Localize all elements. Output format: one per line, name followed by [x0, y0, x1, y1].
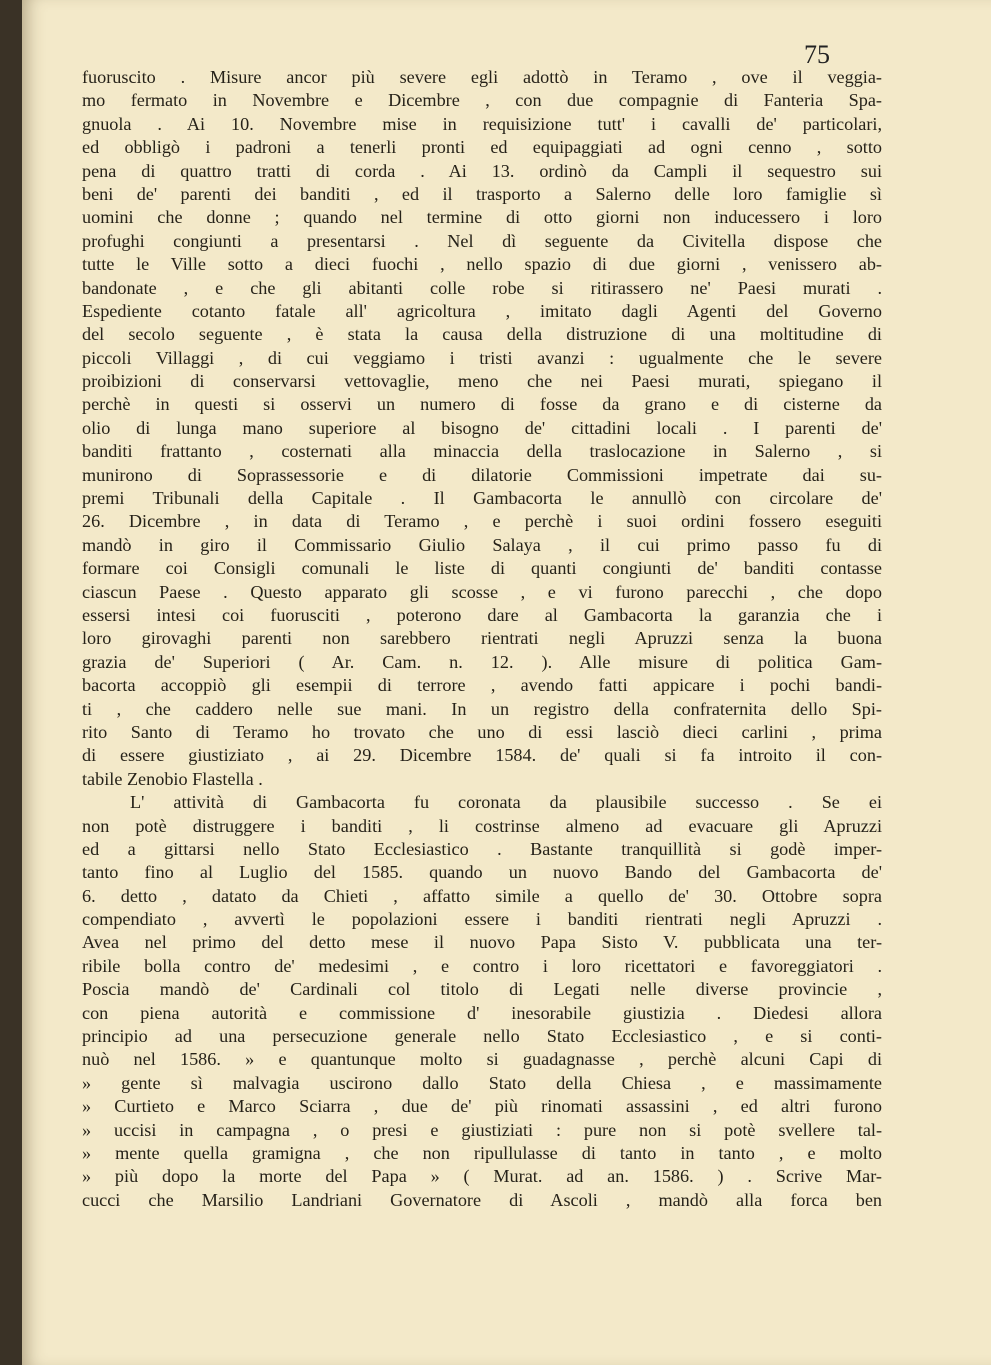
- text-line: di essere giustiziato , ai 29. Dicembre 1584. de' quali si fa introito il con-: [82, 745, 882, 766]
- text-line: mandò in giro il Commissario Giulio Salaya , il cui primo passo fu di: [82, 534, 882, 555]
- text-line: banditi frattanto , costernati alla minaccia della traslocazione in Salerno , si: [82, 441, 882, 462]
- text-line: ed a gittarsi nello Stato Ecclesiastico . Bastante tranquillità si godè imper-: [82, 838, 882, 859]
- text-line: premi Tribunali della Capitale . Il Gambacorta le annullò con circolare de': [82, 488, 882, 509]
- text-line: L' attività di Gambacorta fu coronata da plausibile successo . Se ei: [130, 792, 882, 813]
- text-line: proibizioni di conservarsi vettovaglie, meno che nei Paesi murati, spiegano il: [82, 371, 882, 392]
- text-line: profughi congiunti a presentarsi . Nel dì seguente da Civitella dispose che: [82, 230, 882, 251]
- text-line: Espediente cotanto fatale all' agricoltura , imitato dagli Agenti del Governo: [82, 300, 882, 321]
- text-line: Avea nel primo del detto mese il nuovo Papa Sisto V. pubblicata una ter-: [82, 932, 882, 953]
- text-line: gnuola . Ai 10. Novembre mise in requisizione tutt' i cavalli de' particolari,: [82, 113, 882, 134]
- text-line: tanto fino al Luglio del 1585. quando un nuovo Bando del Gambacorta de': [82, 862, 882, 883]
- text-line: nuò nel 1586. » e quantunque molto si guadagnasse , perchè alcuni Capi di: [82, 1049, 882, 1070]
- text-line: bandonate , e che gli abitanti colle robe si ritirassero ne' Paesi murati .: [82, 277, 882, 298]
- text-line: ed obbligò i padroni a tenerli pronti ed equipaggiati ad ogni cenno , sotto: [82, 137, 882, 158]
- text-line: essersi intesi coi fuorusciti , poterono dare al Gambacorta la garanzia che i: [82, 604, 882, 625]
- text-line: munirono di Soprassessorie e di dilatorie Commissioni impetrate dai su-: [82, 464, 882, 485]
- text-line: ciascun Paese . Questo apparato gli scosse , e vi furono parecchi , che dopo: [82, 581, 882, 602]
- text-line: non potè distruggere i banditi , li costrinse almeno ad evacuare gli Apruzzi: [82, 815, 882, 836]
- text-line: Poscia mandò de' Cardinali col titolo di Legati nelle diverse provincie ,: [82, 979, 882, 1000]
- text-line: mo fermato in Novembre e Dicembre , con due compagnie di Fanteria Spa-: [82, 90, 882, 111]
- text-line: compendiato , avvertì le popolazioni essere i banditi rientrati negli Apruzzi .: [82, 909, 882, 930]
- text-line: fuoruscito . Misure ancor più severe egli adottò in Teramo , ove il veggia-: [82, 67, 882, 87]
- text-line: perchè in questi si osservi un numero di fosse da grano e di cisterne da: [82, 394, 882, 415]
- text-line: ribile bolla contro de' medesimi , e contro i loro ricettatori e favoreggiatori .: [82, 955, 882, 976]
- text-line: tutte le Ville sotto a dieci fuochi , nello spazio di due giorni , venissero ab-: [82, 254, 882, 275]
- book-page: [22, 0, 991, 1365]
- text-line: » gente sì malvagia uscirono dallo Stato della Chiesa , e massimamente: [82, 1072, 882, 1093]
- text-line: » mente quella gramigna , che non ripullulasse di tanto in tanto , e molto: [82, 1142, 882, 1163]
- text-line: » uccisi in campagna , o presi e giustiziati : pure non si potè svellere tal-: [82, 1119, 882, 1140]
- text-line: rito Santo di Teramo ho trovato che uno di essi lasciò dieci carlini , prima: [82, 721, 882, 742]
- text-line: principio ad una persecuzione generale nello Stato Ecclesiastico , e si conti-: [82, 1026, 882, 1047]
- text-line: con piena autorità e commissione d' inesorabile giustizia . Diedesi allora: [82, 1002, 882, 1023]
- text-line: formare coi Consigli comunali le liste di quanti congiunti de' banditi contasse: [82, 558, 882, 579]
- text-line: » Curtieto e Marco Sciarra , due de' più rinomati assassini , ed altri furono: [82, 1096, 882, 1117]
- text-line: beni de' parenti dei banditi , ed il trasporto a Salerno delle loro famiglie sì: [82, 183, 882, 204]
- text-line: pena di quattro tratti di corda . Ai 13. ordinò da Campli il sequestro sui: [82, 160, 882, 181]
- text-line: 6. detto , datato da Chieti , affatto simile a quello de' 30. Ottobre sopra: [82, 885, 882, 906]
- body-text: [82, 66, 882, 1212]
- text-line: del secolo seguente , è stata la causa della distruzione di una moltitudine di: [82, 324, 882, 345]
- text-line: tabile Zenobio Flastella .: [82, 768, 263, 789]
- text-line: cucci che Marsilio Landriani Governatore di Ascoli , mandò alla forca ben: [82, 1189, 882, 1210]
- text-line: » più dopo la morte del Papa » ( Murat. ad an. 1586. ) . Scrive Mar-: [82, 1166, 882, 1187]
- text-line: uomini che donne ; quando nel termine di otto giorni non inducessero i loro: [82, 207, 882, 228]
- page-number: 75: [804, 40, 830, 69]
- text-line: bacorta accoppiò gli esempii di terrore , avendo fatti appicare i pochi bandi-: [82, 675, 882, 696]
- text-line: 26. Dicembre , in data di Teramo , e perchè i suoi ordini fossero eseguiti: [82, 511, 882, 532]
- text-line: grazia de' Superiori ( Ar. Cam. n. 12. ). Alle misure di politica Gam-: [82, 651, 882, 672]
- text-line: piccoli Villaggi , di cui veggiamo i tristi avanzi : ugualmente che le severe: [82, 347, 882, 368]
- text-line: olio di lunga mano superiore al bisogno de' cittadini locali . I parenti de': [82, 417, 882, 438]
- text-line: ti , che caddero nelle sue mani. In un registro della confraternita dello Spi-: [82, 698, 882, 719]
- text-line: loro girovaghi parenti non sarebbero rientrati negli Apruzzi senza la buona: [82, 628, 882, 649]
